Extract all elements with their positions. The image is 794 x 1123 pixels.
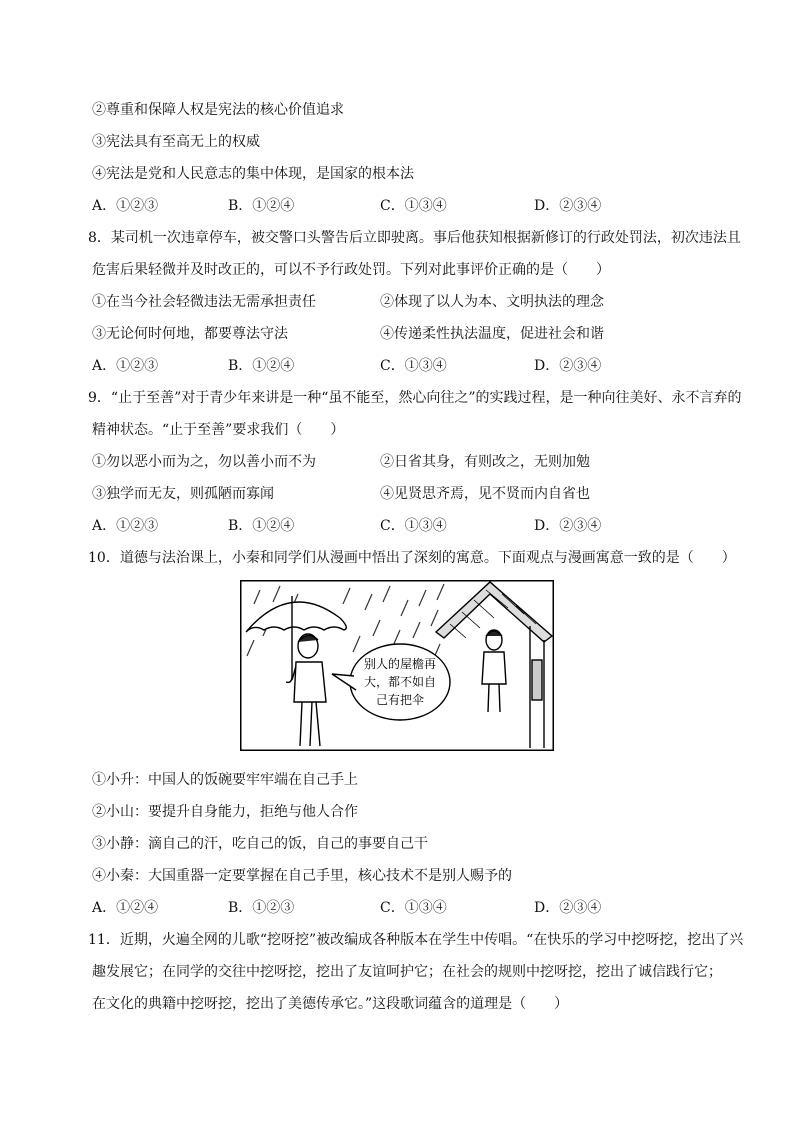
q8-item-2: ②体现了以人为本、文明执法的理念	[380, 294, 604, 310]
q8-stem-line-1: 8．某司机一次违章停车，被交警口头警告后立即驶离。事后他获知根据新修订的行政处罚法，初次违法且	[88, 230, 741, 246]
q8-item-3: ③无论何时何地，都要尊法守法	[92, 326, 288, 342]
q8-option-b: B．①②④	[228, 358, 295, 374]
q10-option-b: B．①②③	[228, 900, 295, 916]
q9-option-d: D．②③④	[534, 518, 602, 534]
q10-option-a: A．①②④	[92, 900, 159, 916]
q10-item-1: ①小升：中国人的饭碗要牢牢端在自己手上	[92, 772, 358, 788]
q7-option-b: B．①②④	[228, 198, 295, 214]
q8-item-4: ④传递柔性执法温度，促进社会和谐	[380, 326, 604, 342]
q11-stem-line-2: 趣发展它；在同学的交往中挖呀挖，挖出了友谊呵护它；在社会的规则中挖呀挖，挖出了诚信践行它；	[92, 964, 722, 980]
q8-item-1: ①在当今社会轻微违法无需承担责任	[92, 294, 316, 310]
q9-item-3: ③独学而无友，则孤陋而寡闻	[92, 486, 274, 502]
q11-stem-line-1: 11．近期，火遍全网的儿歌“挖呀挖”被改编成各种版本在学生中传唱。“在快乐的学习中挖呀挖，挖出了兴	[88, 932, 744, 948]
bubble-text-line-3: 己有把伞	[375, 693, 425, 707]
q10-item-3: ③小静：滴自己的汗，吃自己的饭，自己的事要自己干	[92, 836, 428, 852]
q9-item-1: ①勿以恶小而为之，勿以善小而不为	[92, 454, 316, 470]
q9-option-b: B．①②④	[228, 518, 295, 534]
bubble-text-line-1: 别人的屋檐再	[363, 657, 437, 671]
q8-option-a: A．①②③	[92, 358, 159, 374]
q10-item-2: ②小山：要提升自身能力，拒绝与他人合作	[92, 804, 358, 820]
cartoon-illustration	[240, 580, 554, 751]
q7-option-a: A．①②③	[92, 198, 159, 214]
q8-option-c: C．①③④	[380, 358, 447, 374]
q9-option-c: C．①③④	[380, 518, 447, 534]
bubble-text-line-2: 大，都不如自	[363, 675, 437, 689]
q9-stem-line-2: 精神状态。“止于至善”要求我们（ ）	[92, 422, 345, 438]
q7-item-3: ③宪法具有至高无上的权威	[92, 134, 260, 150]
q10-option-c: C．①③④	[380, 900, 447, 916]
q10-stem-line-1: 10．道德与法治课上，小秦和同学们从漫画中悟出了深刻的寓意。下面观点与漫画寓意一致的是（ ）	[88, 550, 736, 566]
q9-option-a: A．①②③	[92, 518, 159, 534]
q10-option-d: D．②③④	[534, 900, 602, 916]
q7-item-4: ④宪法是党和人民意志的集中体现，是国家的根本法	[92, 166, 414, 182]
q7-item-2: ②尊重和保障人权是宪法的核心价值追求	[92, 102, 344, 118]
q7-option-c: C．①③④	[380, 198, 447, 214]
q9-stem-line-1: 9．“止于至善”对于青少年来讲是一种“虽不能至，然心向往之”的实践过程，是一种向往美好、永不言弃的	[88, 390, 742, 406]
q10-item-4: ④小秦：大国重器一定要掌握在自己手里，核心技术不是别人赐予的	[92, 868, 512, 884]
q8-option-d: D．②③④	[534, 358, 602, 374]
q11-stem-line-3: 在文化的典籍中挖呀挖，挖出了美德传承它。”这段歌词蕴含的道理是（ ）	[92, 996, 569, 1012]
q9-item-2: ②日省其身，有则改之，无则加勉	[380, 454, 590, 470]
q7-option-d: D．②③④	[534, 198, 602, 214]
q8-stem-line-2: 危害后果轻微并及时改正的，可以不予行政处罚。下列对此事评价正确的是（ ）	[92, 262, 610, 278]
q9-item-4: ④见贤思齐焉，见不贤而内自省也	[380, 486, 590, 502]
